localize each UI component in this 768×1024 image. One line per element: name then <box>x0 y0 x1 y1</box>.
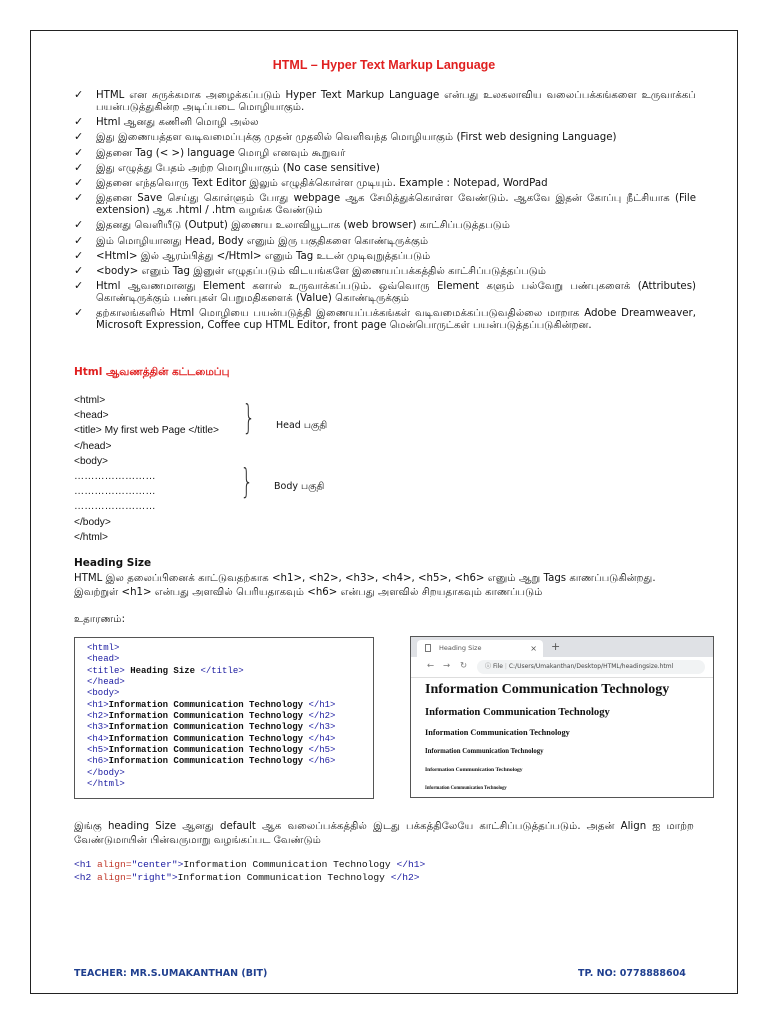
list-item: ✓ இது எழுத்து பேதம் அற்ற மொழியாகும் (No case sensitive) <box>74 160 380 174</box>
code-line: </head> <box>87 677 125 688</box>
code-line: <head> <box>87 654 120 665</box>
code-line: <h3>Information Communication Technology </h3> <box>87 722 336 733</box>
checkmark-icon: ✓ <box>74 160 84 174</box>
example-label: உதாரணம்: <box>74 614 126 625</box>
structure-line: <html> <box>74 395 106 406</box>
checkmark-icon: ✓ <box>74 191 84 205</box>
list-item: ✓ Html ஆவணமானது Element களால் உருவாக்கப்படும். ஒவ்வொரு Element களும் பல்வேறு பண்புகளைக் (Attributes) கொண்டிருக்கும் பண்புகள் பெறுமதிகளைக் (Value) கொண்டிருக்கும் <box>74 279 696 305</box>
list-item: ✓ <body> எனும் Tag இனுள் எழுதப்படும் விடயங்களே இணையப்பக்கத்தில் காட்சிப்படுத்தப்படும் <box>74 263 547 277</box>
address-bar[interactable]: ⓘ File | C:/Users/Umakanthan/Desktop/HTML/headingsize.html <box>477 660 705 674</box>
align-code <box>74 858 425 884</box>
list-item: ✓ <Html> இல் ஆரம்பித்து </Html> எனும் Tag உடன் முடிவுறுத்தப்படும் <box>74 248 431 262</box>
footer-phone: TP. NO: 0778888604 <box>578 968 686 979</box>
footer-teacher: TEACHER: MR.S.UMAKANTHAN (BIT) <box>74 968 268 979</box>
rendered-h5: Information Communication Technology <box>425 767 523 773</box>
bullet-list <box>74 90 696 335</box>
code-line: <h1 align="center">Information Communication Technology </h1> <box>74 859 426 870</box>
list-item: ✓ இதனது வெளியீடு (Output) இணைய உலாவியூடாக (web browser) காட்சிப்படுத்தபடும் <box>74 218 511 232</box>
list-item: ✓ HTML என சுருக்கமாக அழைக்கப்படும் Hyper Text Markup Language என்பது உலகலாவிய வலைப்பக்கங்களை உருவாக்கப் பயன்படுத்துகின்ற அடிப்படை மொழியாகும். <box>74 88 696 113</box>
checkmark-icon: ✓ <box>74 248 84 262</box>
list-item: ✓ இம் மொழியானது Head, Body எனும் இரு பகுதிகளை கொண்டிருக்கும் <box>74 233 429 247</box>
browser-tabbar <box>411 637 713 657</box>
checkmark-icon: ✓ <box>74 115 84 129</box>
checkmark-icon: ✓ <box>74 218 84 232</box>
structure-line: …………………… <box>74 471 156 483</box>
rendered-h1: Information Communication Technology <box>425 682 670 697</box>
close-icon[interactable]: × <box>530 644 537 653</box>
list-item: ✓ இதனை Save செய்து கொள்ளும் போது webpage ஆக சேமித்துக்கொள்ள வேண்டும். ஆகவே இதன் கோப்பு நீட்சியாக (File extension) ஆக .html / .htm வழங்க வேண்டும் <box>74 191 696 217</box>
code-line: <body> <box>87 688 120 699</box>
code-line: <h1>Information Communication Technology </h1> <box>87 699 336 710</box>
structure-line: …………………… <box>74 501 156 513</box>
code-line: <h6>Information Communication Technology </h6> <box>87 756 336 767</box>
structure-heading: Html ஆவணத்தின் கட்டமைப்பு <box>74 366 230 378</box>
heading-size-title: Heading Size <box>74 557 152 569</box>
page-title: HTML – Hyper Text Markup Language <box>272 58 496 72</box>
list-item: ✓ Html ஆனது கணினி மொழி அல்ல <box>74 115 259 129</box>
code-line: <h2 align="right">Information Communication Technology </h2> <box>74 872 420 883</box>
head-brace-icon: } <box>242 398 256 438</box>
body-label: Body பகுதி <box>274 481 325 492</box>
forward-icon[interactable]: → <box>443 661 451 671</box>
code-line: <html> <box>87 643 120 653</box>
head-label: Head பகுதி <box>276 420 328 431</box>
checkmark-icon: ✓ <box>74 233 84 247</box>
browser-navbar <box>411 657 713 678</box>
list-item: ✓ இது இணையத்தள வடிவமைப்புக்கு முதன் முதலில் வெளிவந்த மொழியாகும் (First web designing Language) <box>74 130 617 144</box>
browser-screenshot <box>410 636 714 798</box>
structure-line: <body> <box>74 455 108 467</box>
structure-line: </html> <box>74 531 108 543</box>
structure-line: <title> My first web Page </title> <box>74 425 219 437</box>
structure-line: </body> <box>74 516 111 528</box>
rendered-h2: Information Communication Technology <box>425 707 610 718</box>
code-line: <h4>Information Communication Technology </h4> <box>87 733 336 744</box>
structure-line: <head> <box>74 410 109 422</box>
checkmark-icon: ✓ <box>74 88 84 101</box>
structure-line: …………………… <box>74 486 156 498</box>
info-icon: ⓘ <box>485 663 492 670</box>
structure-code <box>74 393 219 545</box>
list-item: ✓ இதனை Tag (< >) language மொழி எனவும் கூறுவர் <box>74 145 346 159</box>
code-line: <h2>Information Communication Technology </h2> <box>87 711 336 722</box>
structure-line: </head> <box>74 440 112 452</box>
browser-tab[interactable]: Heading Size × <box>417 640 543 657</box>
checkmark-icon: ✓ <box>74 130 84 144</box>
checkmark-icon: ✓ <box>74 306 84 320</box>
checkmark-icon: ✓ <box>74 279 84 293</box>
code-line: </html> <box>87 779 125 790</box>
code-example <box>74 637 374 799</box>
new-tab-icon[interactable]: + <box>551 640 561 653</box>
list-item: ✓ தற்காலங்களில் Html மொழியை பயன்படுத்தி இணையப்பக்கங்கள் வடிவமைக்கப்படுவதில்லை மாறாக Adobe Dreamweaver, Microsoft Expression, Coffee cup HTML Editor, front page மென்பொருட்கள் பயன்படுத்தப்படுகின்றன. <box>74 306 696 332</box>
checkmark-icon: ✓ <box>74 263 84 277</box>
back-icon[interactable]: ← <box>427 661 435 671</box>
page-icon <box>425 644 431 652</box>
code-line: </body> <box>87 767 125 778</box>
rendered-h3: Information Communication Technology <box>425 728 570 737</box>
checkmark-icon: ✓ <box>74 145 84 159</box>
align-note: இங்கு heading Size ஆனது default ஆக வலைப்பக்கத்தில் இடது பக்கத்திலேயே காட்சிப்படுத்தப்படும். அதன் Align ஐ மாற்ற வேண்டுமாயின் பின்வருமாறு வழங்கப்பட வேண்டும் <box>74 821 694 846</box>
heading-size-text: HTML இல தலைப்பினைக் காட்டுவதற்காக <h1>, <h2>, <h3>, <h4>, <h5>, <h6> எனும் ஆறு Tags காணப்படுகின்றது. இவற்றுள் <h1> என்பது அளவில் பெரியதாகவும் <h6> என்பது அளவில் சிறயதாகவும் காணப்படும் <box>74 573 656 598</box>
body-brace-icon: } <box>240 462 254 502</box>
list-item: ✓ இதனை எந்தவொரு Text Editor இலும் எழுதிக்கொள்ள முடியும். Example : Notepad, WordPad <box>74 175 548 189</box>
code-line: <title> Heading Size </title> <box>87 665 244 676</box>
checkmark-icon: ✓ <box>74 175 84 189</box>
rendered-h4: Information Communication Technology <box>425 748 544 755</box>
rendered-h6: Information Communication Technology <box>425 786 507 791</box>
reload-icon[interactable]: ↻ <box>460 661 468 671</box>
code-line: <h5>Information Communication Technology </h5> <box>87 745 336 756</box>
